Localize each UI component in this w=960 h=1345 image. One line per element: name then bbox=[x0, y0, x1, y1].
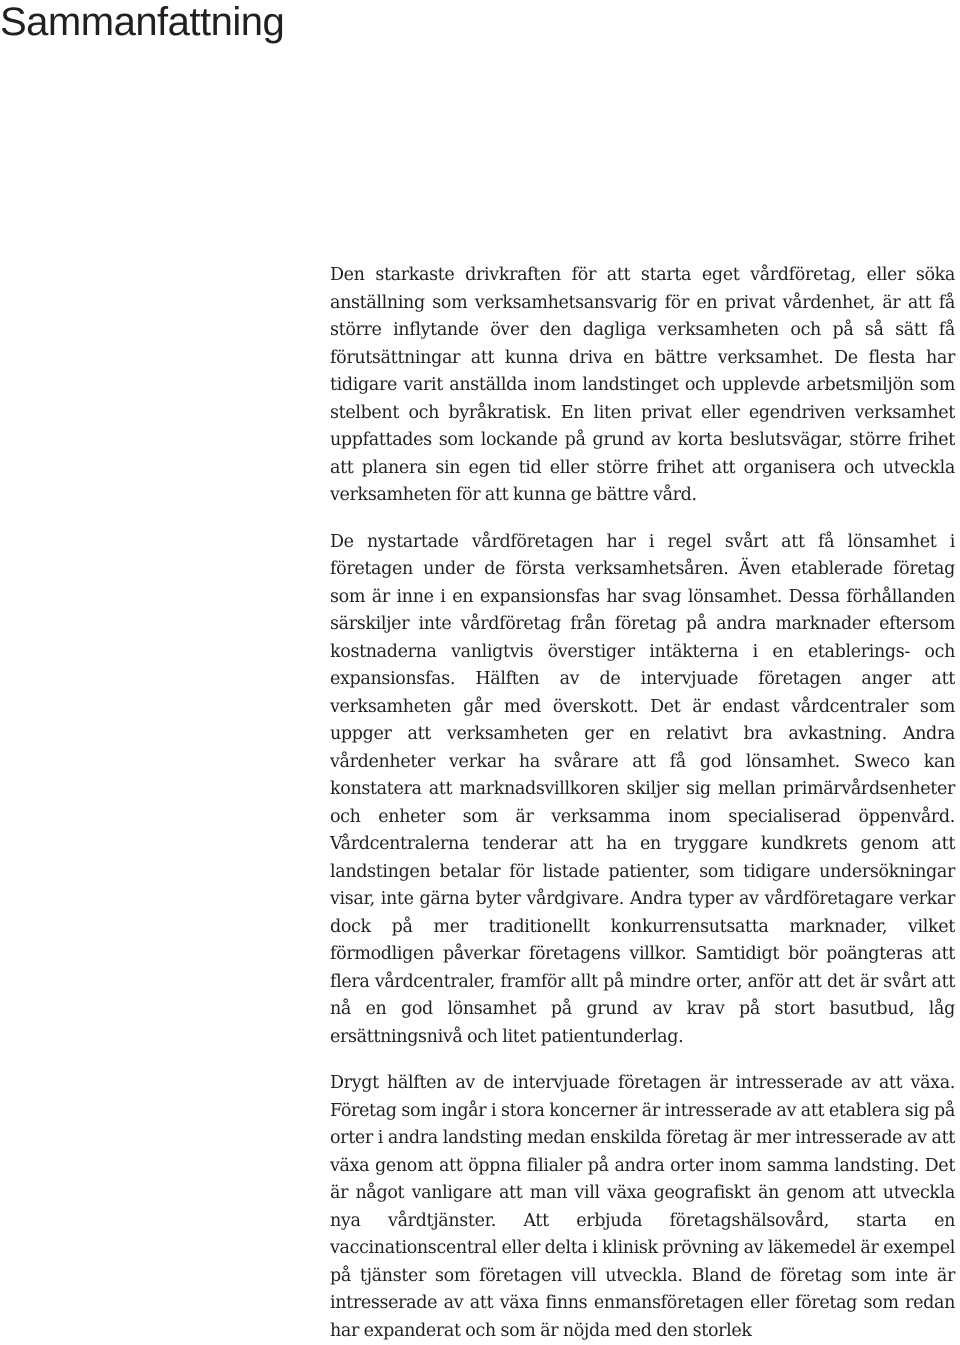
page-title: Sammanfattning bbox=[0, 0, 285, 44]
paragraph-profitability: De nystartade vårdföretagen har i regel svårt att få lönsamhet i företagen under de första verksamhetsåren. Även etablerade företag som är inne i en expansionsfas har svag lönsamhet. Dessa förhållanden särskiljer inte vårdföretag från företag på andra marknader eftersom kostnaderna vanligtvis överstiger intäkterna i en etablerings- och expansionsfas. Hälften av de intervjuade företagen anger att verksamheten går med överskott. Det är endast vårdcentraler som uppger att verksamheten ger en relativt bra avkastning. Andra vårdenheter verkar ha svårare att få god lönsamhet. Sweco kan konstatera att marknadsvillkoren skiljer sig mellan primärvårdsenheter och enheter som är verksamma inom specialiserad öppenvård. Vårdcentralerna tenderar att ha en tryggare kundkrets genom att landstingen betalar för listade patienter, som tidigare undersökningar visar, inte gärna byter vårdgivare. Andra typer av vårdföretagare verkar dock på mer traditionellt konkurrensutsatta marknader, vilket förmodligen påverkar företagens villkor. Samtidigt bör poängteras att flera vårdcentraler, framför allt på mindre orter, anför att det är svårt att nå en god lönsamhet på grund av krav på stort basutbud, låg ersättningsnivå och litet patientunderlag. bbox=[330, 531, 955, 1047]
paragraph-motivation: Den starkaste drivkraften för att starta eget vårdföretag, eller söka anställning som verksamhetsansvarig för en privat vårdenhet, är att få större inflytande över den dagliga verksamheten och på så sätt få förutsättningar att kunna driva en bättre verksamhet. De flesta har tidigare varit anställda inom landstinget och upplevde arbetsmiljön som stelbent och byråkratisk. En liten privat eller egendriven verksamhet uppfattades som lockande på grund av korta beslutsvägar, större frihet att planera sin egen tid eller större frihet att organisera och utveckla verksamheten för att kunna ge bättre vård. bbox=[330, 265, 955, 505]
paragraph-growth: Drygt hälften av de intervjuade företagen är intresserade av att växa. Företag som ingår i stora koncerner är intresserade av att etablera sig på orter i andra landsting medan enskilda företag är mer intresserade av att växa genom att öppna filialer på andra orter inom samma landsting. Det är något vanligare att man vill växa geografiskt än genom att utveckla nya vårdtjänster. Att erbjuda företagshälsovård, starta en vaccinationscentral eller delta i klinisk prövning av läkemedel är exempel på tjänster som företagen vill utveckla. Bland de företag som inte är intresserade av att växa finns enmansföretagen eller företag som redan har expanderat och som är nöjda med den storlek bbox=[330, 1073, 955, 1341]
summary-body bbox=[330, 262, 955, 1345]
